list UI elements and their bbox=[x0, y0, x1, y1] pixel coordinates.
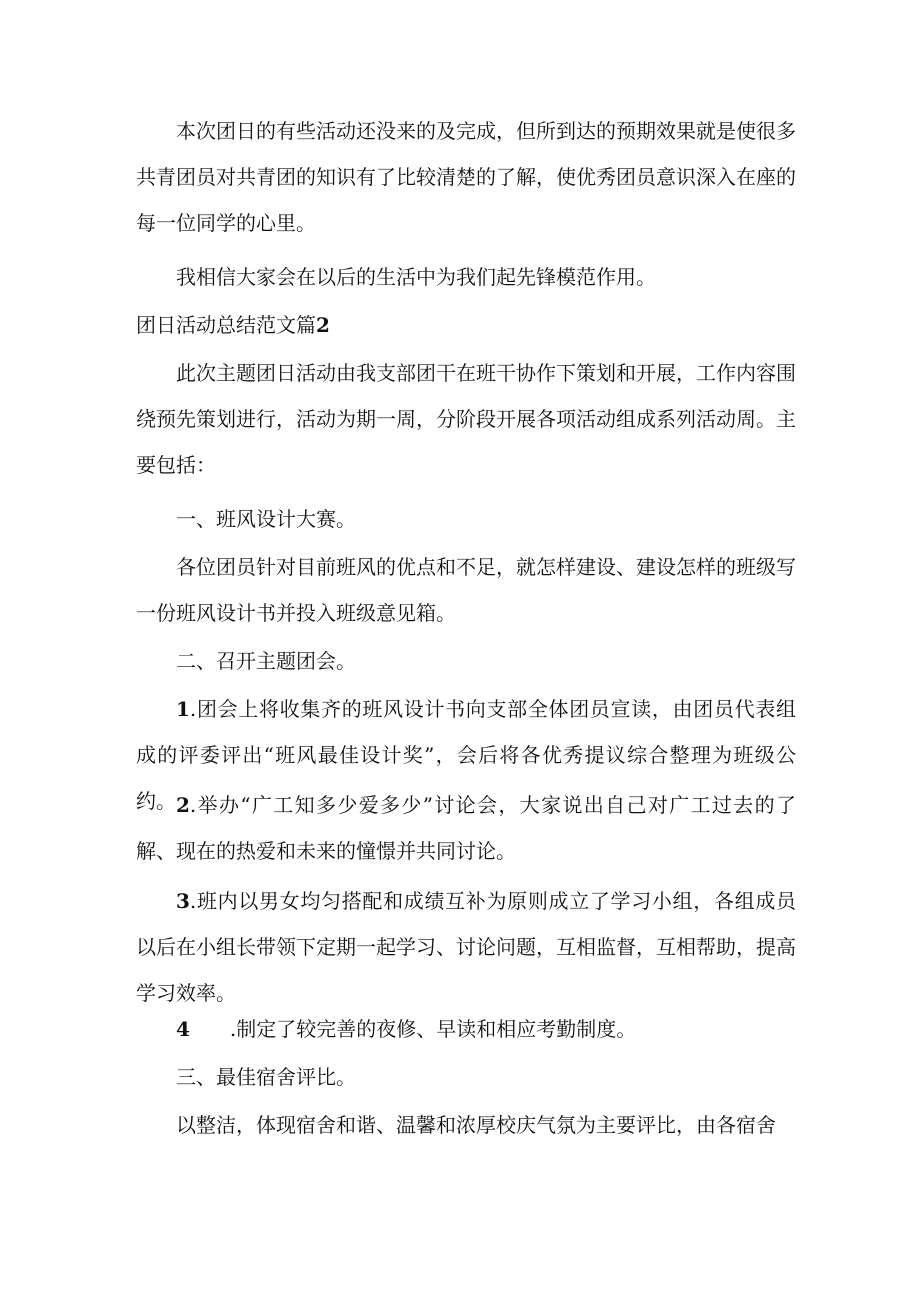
list-item-number: 3 bbox=[176, 889, 190, 913]
list-item-text: .团会上将收集齐的班风设计书向支部全体团员宣读，由团员代表组成的评委评出“班风最佳设计奖”，会后将各优秀提议综合整理为班级公约。 bbox=[136, 697, 796, 813]
paragraph-conclusion: 本次团日的有些活动还没来的及完成，但所到达的预期效果就是使很多共青团员对共青团的知识有了比较清楚的了解，使优秀团员意识深入在座的每一位同学的心里。 bbox=[136, 119, 796, 235]
subheading-class-style-contest: 一、班风设计大赛。 bbox=[176, 507, 356, 531]
subheading-best-dorm: 三、最佳宿舍评比。 bbox=[176, 1065, 356, 1089]
paragraph-dorm-criteria: 以整洁，体现宿舍和谐、温馨和浓厚校庆气氛为主要评比，由各宿舍 bbox=[176, 1113, 776, 1137]
list-item-4 bbox=[136, 1006, 796, 1052]
paragraph-contest-detail: 各位团员针对目前班风的优点和不足，就怎样建设、建设怎样的班级写一份班风设计书并投入班级意见箱。 bbox=[136, 555, 796, 625]
list-item-number: 2 bbox=[176, 793, 190, 817]
heading-text: 团日活动总结范文篇 bbox=[136, 313, 316, 337]
list-item-text: .举办“广工知多少爱多少”讨论会，大家说出自己对广工过去的了解、现在的热爱和未来的憧憬并共同讨论。 bbox=[136, 793, 796, 863]
subheading-theme-meeting: 二、召开主题团会。 bbox=[176, 649, 356, 673]
paragraph-belief: 我相信大家会在以后的生活中为我们起先锋模范作用。 bbox=[176, 265, 656, 289]
list-item-text: .班内以男女均匀搭配和成绩互补为原则成立了学习小组，各组成员以后在小组长带领下定期一起学习、讨论问题，互相监督，互相帮助，提高学习效率。 bbox=[136, 889, 796, 1005]
list-item-number: 4 bbox=[176, 1017, 190, 1041]
list-item-text: .制定了较完善的夜修、早读和相应考勤制度。 bbox=[229, 1017, 637, 1041]
list-item-2 bbox=[136, 782, 796, 874]
list-item-3 bbox=[136, 878, 796, 1016]
heading-number: 2 bbox=[316, 313, 330, 337]
list-item-number: 1 bbox=[176, 697, 190, 721]
paragraph-intro: 此次主题团日活动由我支部团干在班干协作下策划和开展，工作内容围绕预先策划进行，活动为期一周，分阶段开展各项活动组成系列活动周。主要包括： bbox=[136, 361, 796, 477]
section-heading bbox=[136, 302, 330, 348]
